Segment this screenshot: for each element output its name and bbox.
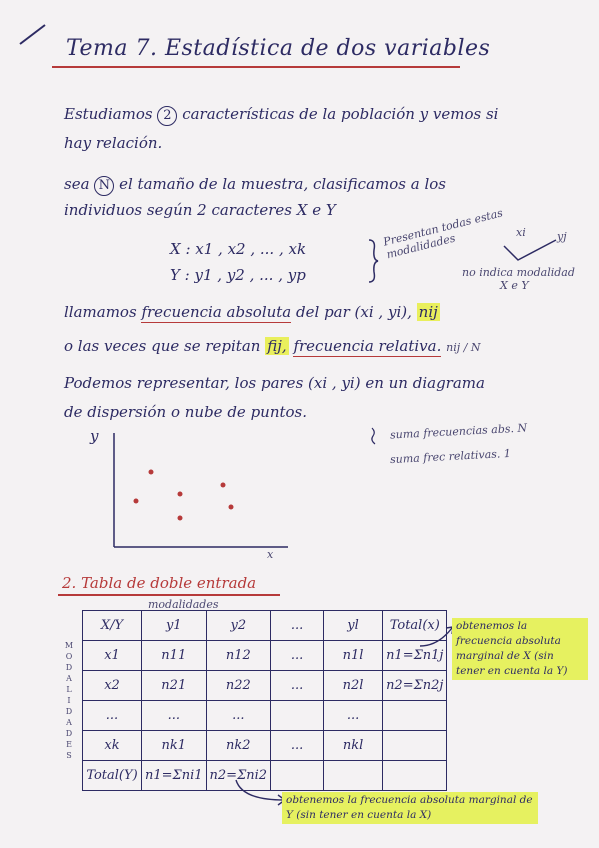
corner-mark	[18, 22, 48, 46]
table-cell	[383, 731, 447, 761]
table-cell: n11	[142, 641, 207, 671]
freq-line-1	[64, 303, 440, 321]
sum-note-abs: suma frecuencias abs. N	[389, 421, 528, 442]
table-cell: ...	[271, 641, 324, 671]
table-cell	[324, 761, 383, 791]
freq-a: llamamos	[64, 303, 137, 321]
table-header-row	[83, 611, 447, 641]
chart-x-label: x	[267, 548, 274, 561]
table-cell: Total(Y)	[83, 761, 142, 791]
var-y-list: Y : y1 , y2 , ... , yp	[170, 266, 306, 284]
freq-fraction: nij / N	[446, 341, 481, 354]
p2-pre: sea	[64, 175, 90, 193]
freq-relativa: frecuencia relativa.	[293, 337, 442, 355]
p1-pre: Estudiamos	[64, 105, 153, 123]
table-cell	[271, 701, 324, 731]
table-cell: y2	[206, 611, 271, 641]
table-cell: ...	[83, 701, 142, 731]
modalidades-top: modalidades	[148, 598, 219, 611]
table-cell: n2=Σni2	[206, 761, 271, 791]
table-cell: n21	[142, 671, 207, 701]
table-cell: ...	[142, 701, 207, 731]
chart-y-label: y	[90, 427, 99, 445]
note-marginal-x: obtenemos la frecuencia absoluta marginal de X (sin tener en cuenta la Y)	[452, 618, 588, 680]
double-entry-table	[82, 610, 447, 791]
check-mark-icon	[500, 236, 560, 264]
scatter-point	[221, 483, 226, 488]
paragraph-1-line-1	[64, 105, 498, 126]
fij-highlight: fij,	[267, 337, 287, 355]
scatter-point	[229, 505, 234, 510]
table-cell: yl	[324, 611, 383, 641]
table-cell: n1l	[324, 641, 383, 671]
table-cell: ...	[271, 731, 324, 761]
paragraph-3-line-1: Podemos representar, los pares (xi , yi) en un diagrama	[64, 374, 485, 392]
scatter-point	[178, 492, 183, 497]
table-cell: n2l	[324, 671, 383, 701]
table-cell: n1=Σn1j	[383, 641, 447, 671]
brace-note: Presentan todas estas modalidades	[382, 206, 505, 262]
scatter-plot	[88, 425, 298, 565]
section-2-heading: 2. Tabla de doble entrada	[62, 574, 257, 592]
table-row	[83, 671, 447, 701]
table-cell: n2=Σn2j	[383, 671, 447, 701]
table-cell: x1	[83, 641, 142, 671]
freq-c: del par (xi , yi),	[296, 303, 412, 321]
circled-letter: N	[94, 176, 114, 196]
table-cell	[383, 761, 447, 791]
table-cell: X/Y	[83, 611, 142, 641]
note-marginal-y: obtenemos la frecuencia absoluta marginal de Y (sin tener en cuenta la X)	[282, 792, 538, 824]
circled-number: 2	[157, 106, 177, 126]
freq-d: o las veces que se repitan	[64, 337, 261, 355]
paragraph-3-line-2: de dispersión o nube de puntos.	[64, 403, 308, 421]
curly-mark-icon	[368, 426, 380, 446]
paragraph-2-line-1	[64, 175, 446, 196]
table-cell: nkl	[324, 731, 383, 761]
sum-note-rel: suma frec relativas. 1	[389, 446, 512, 467]
table-cell: xk	[83, 731, 142, 761]
no-indica-note: no indica modalidad	[462, 266, 575, 279]
table-cell: y1	[142, 611, 207, 641]
nij-highlight: nij	[418, 303, 438, 321]
title-underline	[52, 66, 460, 68]
brace-icon	[366, 238, 380, 284]
table-cell: nk1	[142, 731, 207, 761]
paragraph-2-line-2: individuos según 2 caracteres X e Y	[64, 201, 336, 219]
table-cell: ...	[271, 611, 324, 641]
table-cell: n22	[206, 671, 271, 701]
p2-post: el tamaño de la muestra, clasificamos a los	[119, 175, 446, 193]
table-cell: ...	[324, 701, 383, 731]
table-row	[83, 641, 447, 671]
scatter-point	[178, 516, 183, 521]
p1-post: características de la población y vemos si	[182, 105, 499, 123]
freq-absoluta: frecuencia absoluta	[141, 303, 292, 321]
var-x-list: X : x1 , x2 , ... , xk	[170, 240, 307, 258]
table-row	[83, 701, 447, 731]
table-cell: ...	[271, 671, 324, 701]
yj-note: yj	[557, 230, 567, 243]
xey-note: X e Y	[500, 279, 529, 292]
table-cell: nk2	[206, 731, 271, 761]
scatter-point	[134, 499, 139, 504]
modalidades-side: M O D A L I D A D E S	[64, 641, 74, 760]
page-title: Tema 7. Estadística de dos variables	[66, 36, 491, 61]
scatter-point	[149, 470, 154, 475]
section-2-underline	[58, 594, 280, 596]
table-row	[83, 731, 447, 761]
table-cell: Total(x)	[383, 611, 447, 641]
table-cell: ...	[206, 701, 271, 731]
table-cell: n12	[206, 641, 271, 671]
table-cell	[383, 701, 447, 731]
table-cell: x2	[83, 671, 142, 701]
freq-line-2	[64, 337, 480, 355]
xi-note: xi	[516, 226, 526, 239]
table-cell: n1=Σni1	[142, 761, 207, 791]
paragraph-1-line-2: hay relación.	[64, 134, 163, 152]
